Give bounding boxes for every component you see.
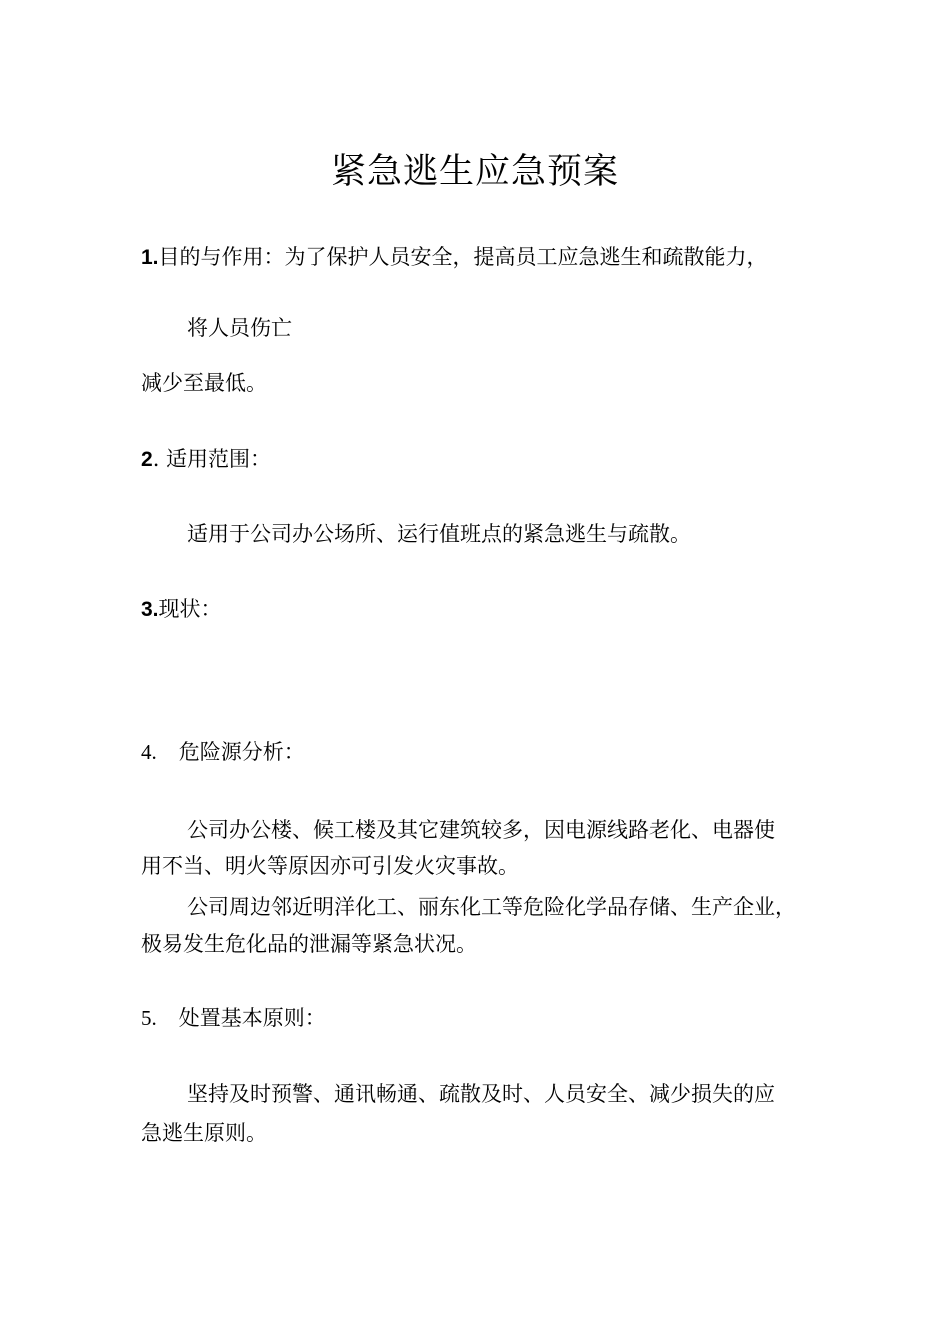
section-4-heading [141, 738, 841, 766]
section-4-heading-text: 危险源分析： [178, 740, 305, 764]
section-3-number: 3. [141, 598, 159, 621]
section-1-heading-text: 目的与作用：为了保护人员安全，提高员工应急逃生和疏散能力， [158, 245, 768, 269]
section-2-heading [141, 445, 841, 474]
section-5-body-line-2: 急逃生原则。 [141, 1121, 267, 1145]
section-2-body: 适用于公司办公场所、运行值班点的紧急逃生与疏散。 [187, 522, 691, 546]
section-5-body-line-1: 坚持及时预警、通讯畅通、疏散及时、人员安全、减少损失的应 [187, 1082, 775, 1106]
section-1-line-3: 减少至最低。 [141, 371, 267, 395]
section-2-number: 2 [141, 448, 153, 471]
section-2-heading-text: . 适用范围： [152, 447, 272, 471]
section-4-para-1-line-2: 用不当、明火等原因亦可引发火灾事故。 [141, 854, 519, 878]
section-4-para-2-line-1: 公司周边邻近明洋化工、丽东化工等危险化学品存储、生产企业， [187, 895, 796, 919]
section-4-para-1-line-1: 公司办公楼、候工楼及其它建筑较多，因电源线路老化、电器使 [187, 818, 775, 842]
section-4-number: 4. [141, 740, 157, 764]
section-3-heading [141, 595, 841, 624]
section-5-heading-text: 处置基本原则： [178, 1006, 326, 1030]
section-4-para-2-line-2: 极易发生危化品的泄漏等紧急状况。 [141, 932, 477, 956]
document-title: 紧急逃生应急预案 [330, 152, 619, 192]
section-1-number: 1. [141, 246, 159, 269]
section-5-heading [141, 1004, 841, 1032]
section-1-heading [141, 243, 841, 272]
section-1-line-2: 将人员伤亡 [187, 316, 292, 340]
section-5-number: 5. [141, 1006, 157, 1030]
section-3-heading-text: 现状： [158, 597, 222, 621]
